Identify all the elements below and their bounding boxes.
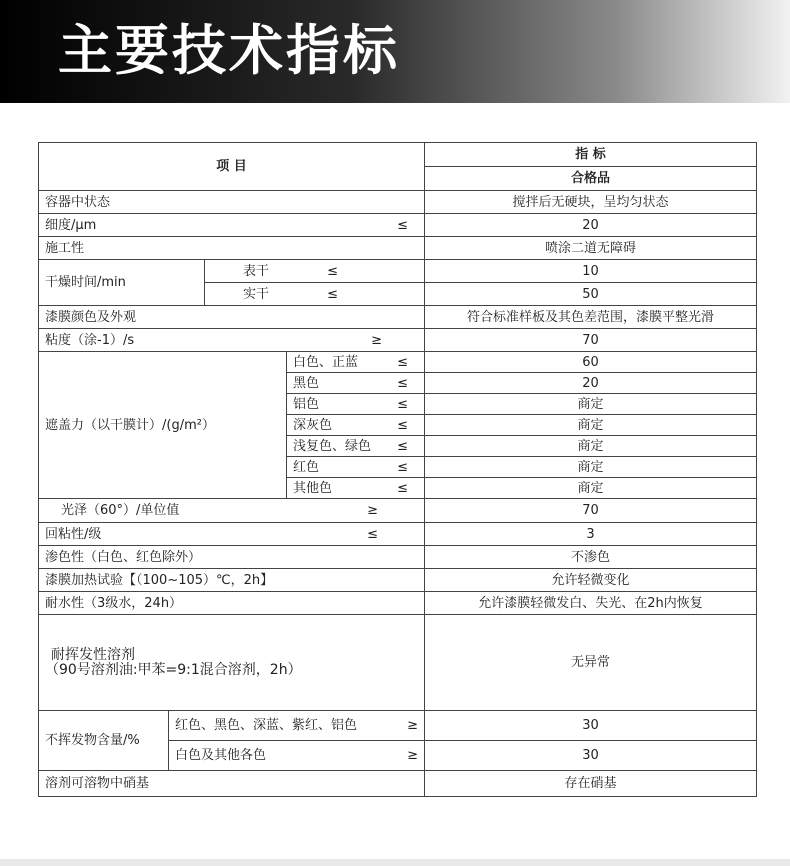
- sub-label: 深灰色: [293, 417, 333, 433]
- comparison-symbol: ≤: [397, 480, 409, 496]
- spec-table: [38, 142, 757, 797]
- sub-label-cell: [287, 478, 425, 499]
- row-value: 20: [425, 214, 757, 237]
- table-row: [39, 499, 757, 523]
- row-value: 70: [425, 499, 757, 523]
- row-value: 商定: [425, 415, 757, 436]
- row-value: 商定: [425, 436, 757, 457]
- table-row: [39, 143, 757, 167]
- comparison-symbol: ≥: [371, 332, 383, 348]
- row-label-note: （90号溶剂油:甲苯=9:1混合溶剂，2h）: [45, 661, 302, 678]
- table-row: [39, 569, 757, 592]
- row-value: 允许轻微变化: [425, 569, 757, 592]
- sub-label-cell: [287, 457, 425, 478]
- comparison-symbol: ≤: [397, 459, 409, 475]
- comparison-symbol: ≤: [397, 396, 409, 412]
- sub-label: 红色、黑色、深蓝、紫红、铝色: [175, 718, 358, 733]
- table-row: [39, 352, 757, 373]
- row-label-cell: [39, 329, 425, 352]
- comparison-symbol: ≥: [407, 718, 419, 733]
- row-value: 存在硝基: [425, 771, 757, 797]
- row-label: 渗色性（白色、红色除外）: [39, 546, 425, 569]
- row-label-cell: [39, 499, 425, 523]
- comparison-symbol: ≤: [367, 526, 379, 542]
- comparison-symbol: ≤: [397, 375, 409, 391]
- sub-label: 表干: [243, 263, 270, 279]
- comparison-symbol: ≤: [397, 354, 409, 370]
- row-value: 70: [425, 329, 757, 352]
- table-row: [39, 329, 757, 352]
- sub-label: 其他色: [293, 480, 333, 496]
- sub-label: 黑色: [293, 375, 320, 391]
- row-value: 10: [425, 260, 757, 283]
- sub-label-cell: [287, 436, 425, 457]
- row-label-cell: [39, 214, 425, 237]
- table-row: [39, 260, 757, 283]
- header-item: 项 目: [39, 143, 425, 191]
- sub-label-cell: [287, 415, 425, 436]
- row-label: 耐挥发性溶剂: [51, 646, 135, 663]
- row-value: 搅拌后无硬块，呈均匀状态: [425, 191, 757, 214]
- row-label: 遮盖力（以干膜计）/(g/m²）: [39, 352, 287, 499]
- row-label: 容器中状态: [39, 191, 425, 214]
- row-label: 溶剂可溶物中硝基: [39, 771, 425, 797]
- sub-label-cell: [287, 352, 425, 373]
- row-label: 回粘性/级: [45, 526, 102, 542]
- table-row: [39, 592, 757, 615]
- row-label: 漆膜加热试验【（100~105）℃，2h】: [39, 569, 425, 592]
- row-value: 3: [425, 523, 757, 546]
- table-row: [39, 191, 757, 214]
- comparison-symbol: ≤: [327, 263, 339, 279]
- row-value: 允许漆膜轻微发白、失光、在2h内恢复: [425, 592, 757, 615]
- row-label: 粘度（涂-1）/s: [45, 332, 135, 348]
- sub-label: 白色、正蓝: [293, 354, 359, 370]
- table-row: [39, 237, 757, 260]
- table-row: [39, 214, 757, 237]
- row-value: 喷涂二道无障碍: [425, 237, 757, 260]
- row-label-cell: [39, 523, 425, 546]
- title-banner: [0, 0, 790, 103]
- header-grade: 合格品: [425, 167, 757, 191]
- row-value: 50: [425, 283, 757, 306]
- comparison-symbol: ≥: [367, 503, 379, 518]
- sub-label: 实干: [243, 286, 270, 302]
- row-value: 不渗色: [425, 546, 757, 569]
- sub-label: 红色: [293, 459, 320, 475]
- sub-label-cell: [169, 711, 425, 741]
- comparison-symbol: ≤: [397, 438, 409, 454]
- comparison-symbol: ≤: [397, 217, 409, 233]
- table-row: [39, 615, 757, 711]
- sub-label-cell: [169, 741, 425, 771]
- row-label: 不挥发物含量/%: [39, 711, 169, 771]
- sub-label-cell: [287, 394, 425, 415]
- table-row: [39, 546, 757, 569]
- bottom-divider: [0, 859, 790, 866]
- row-label: 漆膜颜色及外观: [39, 306, 425, 329]
- sub-label: 铝色: [293, 396, 320, 412]
- row-value: 30: [425, 711, 757, 741]
- page-title: 主要技术指标: [58, 19, 400, 82]
- table-row: [39, 306, 757, 329]
- row-value: 商定: [425, 478, 757, 499]
- row-value: 商定: [425, 394, 757, 415]
- sub-label-cell: [287, 373, 425, 394]
- sub-label-cell: [205, 283, 425, 306]
- row-value: 20: [425, 373, 757, 394]
- row-value: 30: [425, 741, 757, 771]
- sub-label: 白色及其他各色: [175, 748, 267, 763]
- comparison-symbol: ≤: [327, 286, 339, 302]
- row-label: 耐水性（3级水，24h）: [39, 592, 425, 615]
- sub-label-cell: [205, 260, 425, 283]
- header-index: 指 标: [425, 143, 757, 167]
- sub-label: 浅复色、绿色: [293, 438, 372, 454]
- row-label: 细度/μm: [45, 217, 97, 233]
- table-row: [39, 711, 757, 741]
- row-value: 60: [425, 352, 757, 373]
- row-label-cell: [39, 615, 425, 711]
- comparison-symbol: ≤: [397, 417, 409, 433]
- row-label: 光泽（60°）/单位值: [61, 503, 180, 518]
- table-row: [39, 523, 757, 546]
- row-label: 干燥时间/min: [39, 260, 205, 306]
- comparison-symbol: ≥: [407, 748, 419, 763]
- row-label: 施工性: [39, 237, 425, 260]
- row-value: 符合标准样板及其色差范围，漆膜平整光滑: [425, 306, 757, 329]
- row-value: 无异常: [425, 615, 757, 711]
- table-row: [39, 771, 757, 797]
- row-value: 商定: [425, 457, 757, 478]
